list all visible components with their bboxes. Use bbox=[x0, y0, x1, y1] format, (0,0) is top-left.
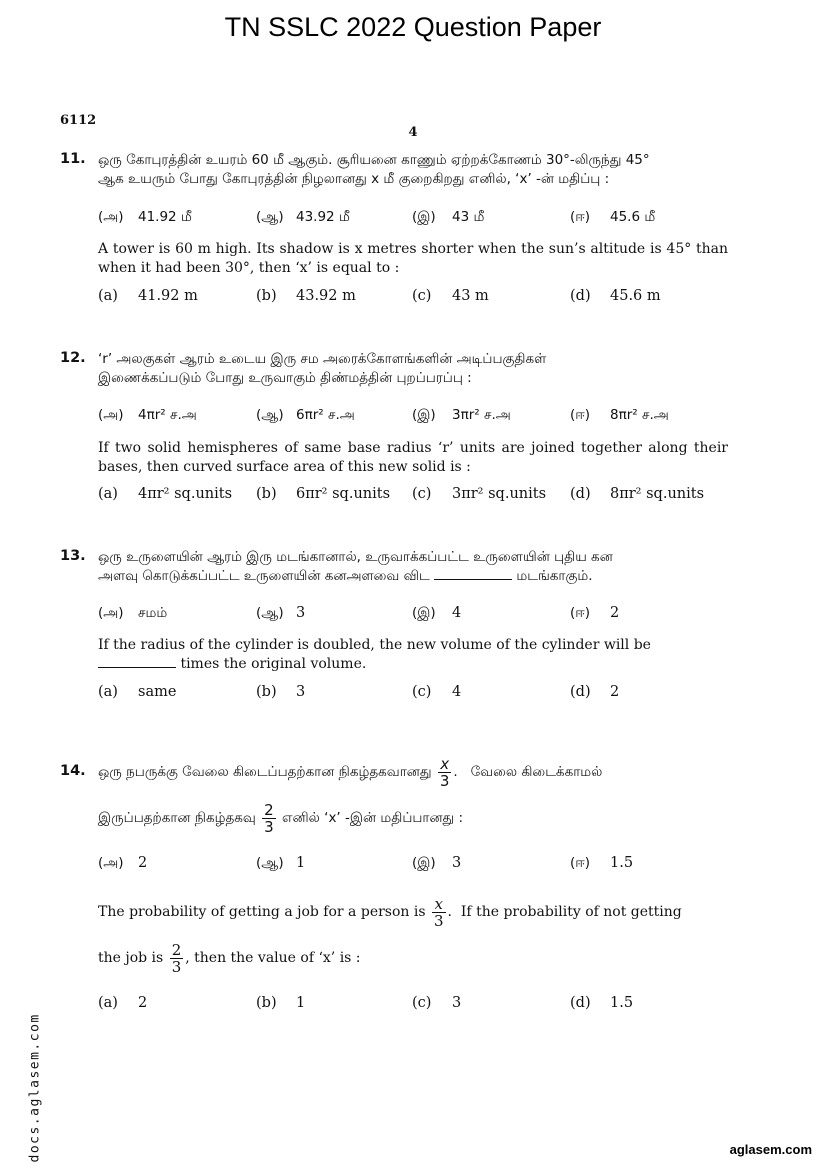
question-number: 13. bbox=[60, 548, 86, 564]
tamil-line: ஒரு கோபுரத்தின் உயரம் 60 மீ ஆகும். சூரியனை காணும் ஏற்றக்கோணம் 30°-லிருந்து 45° bbox=[98, 152, 650, 168]
question-number: 11. bbox=[60, 151, 86, 167]
option-c: (c) 3πr² sq.units bbox=[412, 486, 547, 502]
page-number: 4 bbox=[408, 125, 418, 140]
option-b: (ஆ) 1 bbox=[256, 855, 306, 871]
paper-code: 6112 bbox=[60, 113, 97, 128]
option-c: (இ) 43 மீ bbox=[412, 209, 485, 225]
option-a: (a) 41.92 m bbox=[98, 288, 198, 304]
option-c: (இ) 3πr² ச.அ bbox=[412, 407, 511, 423]
option-b: (b) 3 bbox=[256, 684, 306, 700]
english-question-text: The probability of getting a job for a person is $\frac{x}{3}$ . If the probability of not getting the job is $\frac{2}{3}$ , then the value of ‘x’ is : bbox=[98, 894, 682, 976]
tamil-options bbox=[98, 605, 738, 625]
tamil-line: ஒரு உருளையின் ஆரம் இரு மடங்கானால், உருவாக்கப்பட்ட உருளையின் புதிய கன bbox=[98, 549, 613, 565]
option-a: (அ) 41.92 மீ bbox=[98, 209, 192, 225]
tamil-line: இணைக்கப்படும் போது உருவாகும் திண்மத்தின் புறப்பரப்பு : bbox=[98, 370, 472, 386]
footer-site-link[interactable]: aglasem.com bbox=[729, 1142, 812, 1157]
option-d: (d) 8πr² sq.units bbox=[570, 486, 705, 502]
option-c: (c) 43 m bbox=[412, 288, 489, 304]
tamil-question-text bbox=[98, 350, 728, 388]
option-d: (ஈ) 45.6 மீ bbox=[570, 209, 656, 225]
option-b: (ஆ) 43.92 மீ bbox=[256, 209, 350, 225]
option-d: (d) 2 bbox=[570, 684, 620, 700]
tamil-options bbox=[98, 407, 738, 427]
option-c: (c) 4 bbox=[412, 684, 462, 700]
fraction-2-over-3: $\frac{2}{3}$ bbox=[264, 800, 274, 836]
option-c: (இ) 3 bbox=[412, 855, 462, 871]
tamil-question-text: ஒரு நபருக்கு வேலை கிடைப்பதற்கான நிகழ்தகவானது $\frac{x}{3}$ . வேலை கிடைக்காமல் இருப்பதற்கான நிகழ்தகவு $\frac{2}{3}$ எனில் ‘x’ -இன் மதிப்பானது : bbox=[98, 754, 603, 836]
answer-blank bbox=[434, 567, 512, 580]
option-b: (b) 6πr² sq.units bbox=[256, 486, 391, 502]
option-d: (ஈ) 2 bbox=[570, 605, 620, 621]
english-options bbox=[98, 288, 738, 308]
question-number: 14. bbox=[60, 763, 86, 779]
option-d: (d) 1.5 bbox=[570, 995, 634, 1011]
side-watermark: docs.aglasem.com bbox=[27, 1013, 43, 1163]
english-question-text: If two solid hemispheres of same base radius ‘r’ units are joined together along their bases, then curved surface area of this new solid is : bbox=[98, 440, 728, 475]
tamil-line: ஆக உயரும் போது கோபுரத்தின் நிழலானது x மீ குறைகிறது எனில், ‘x’ -ன் மதிப்பு : bbox=[98, 171, 610, 187]
page-title: TN SSLC 2022 Question Paper bbox=[224, 12, 602, 42]
option-a: (அ) 4πr² ச.அ bbox=[98, 407, 197, 423]
fraction-2-over-3: $\frac{2}{3}$ bbox=[171, 940, 182, 976]
option-a: (a) same bbox=[98, 684, 177, 700]
option-b: (b) 1 bbox=[256, 995, 306, 1011]
option-a: (அ) 2 bbox=[98, 855, 148, 871]
tamil-question-text bbox=[98, 151, 728, 189]
option-c: (c) 3 bbox=[412, 995, 462, 1011]
english-question-text: If the radius of the cylinder is doubled, the new volume of the cylinder will be times the original volume. bbox=[98, 637, 651, 672]
english-options bbox=[98, 684, 738, 704]
question-number: 12. bbox=[60, 350, 86, 366]
option-a: (a) 2 bbox=[98, 995, 148, 1011]
tamil-options bbox=[98, 855, 738, 875]
english-options bbox=[98, 995, 738, 1015]
option-c: (இ) 4 bbox=[412, 605, 462, 621]
tamil-line: அளவு கொடுக்கப்பட்ட உருளையின் கனஅளவை விட மடங்காகும். bbox=[98, 568, 593, 584]
option-b: (ஆ) 3 bbox=[256, 605, 306, 621]
option-d: (ஈ) 1.5 bbox=[570, 855, 634, 871]
tamil-question-text bbox=[98, 548, 728, 586]
option-d: (ஈ) 8πr² ச.அ bbox=[570, 407, 669, 423]
option-b: (ஆ) 6πr² ச.அ bbox=[256, 407, 355, 423]
option-d: (d) 45.6 m bbox=[570, 288, 661, 304]
option-b: (b) 43.92 m bbox=[256, 288, 356, 304]
tamil-line: ‘r’ அலகுகள் ஆரம் உடைய இரு சம அரைக்கோளங்களின் அடிப்பகுதிகள் bbox=[98, 351, 547, 367]
option-a: (a) 4πr² sq.units bbox=[98, 486, 233, 502]
fraction-x-over-3: $\frac{x}{3}$ bbox=[434, 894, 444, 930]
english-options bbox=[98, 486, 738, 506]
english-question-text: A tower is 60 m high. Its shadow is x metres shorter when the sun’s altitude is 45° than when it had been 30°, then ‘x’ is equal to : bbox=[98, 241, 728, 276]
answer-blank bbox=[98, 655, 176, 668]
fraction-x-over-3: $\frac{x}{3}$ bbox=[439, 754, 450, 790]
option-a: (அ) சமம் bbox=[98, 605, 168, 621]
tamil-options bbox=[98, 209, 738, 229]
